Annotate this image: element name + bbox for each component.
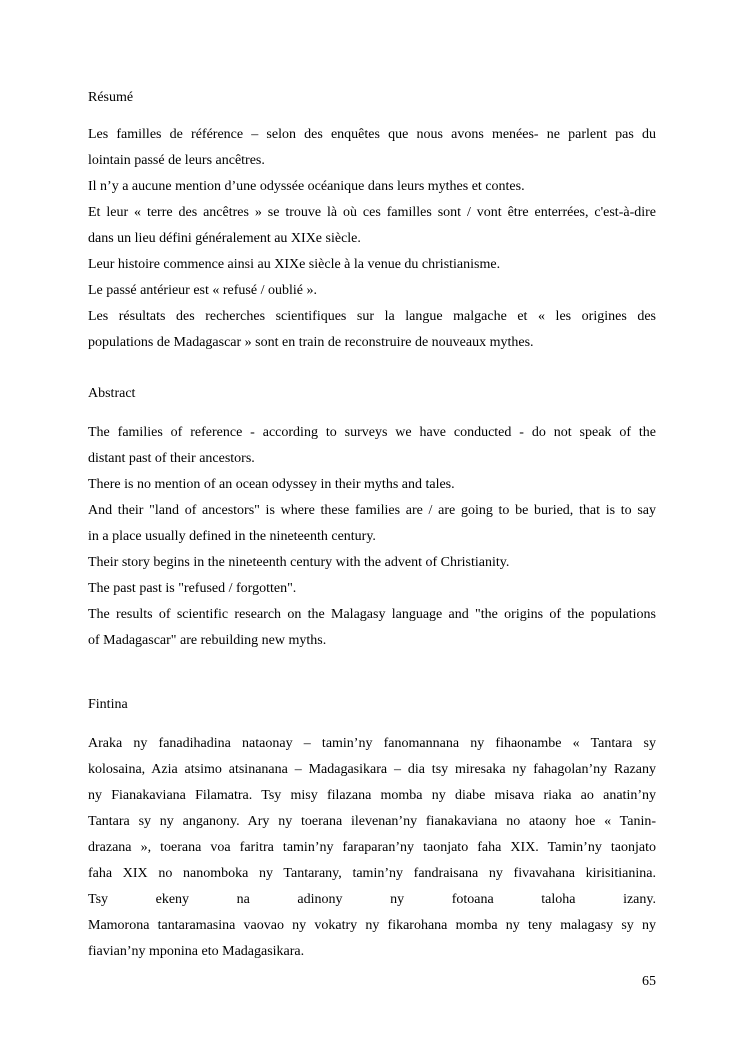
abstract-line: in a place usually defined in the nineteenth century. — [88, 529, 376, 544]
abstract-line: The results of scientific research on the Malagasy language and "the origins of the populations — [88, 607, 656, 622]
resume-paragraph — [88, 122, 656, 356]
resume-line: Les résultats des recherches scientifiques sur la langue malgache et « les origines des — [88, 309, 656, 324]
abstract-line: The past past is "refused / forgotten". — [88, 581, 297, 596]
abstract-line: The families of reference - according to surveys we have conducted - do not speak of the — [88, 425, 656, 440]
resume-heading: Résumé — [88, 90, 134, 105]
resume-line: lointain passé de leurs ancêtres. — [88, 153, 265, 168]
fintina-line: Mamorona tantaramasina vaovao ny vokatry ny fikarohana momba ny teny malagasy sy ny — [88, 918, 656, 933]
fintina-line: Tantara sy ny anganony. Ary ny toerana ilevenan’ny fianakaviana no ataony hoe « Tanin- — [88, 814, 656, 829]
abstract-line: distant past of their ancestors. — [88, 451, 255, 466]
fintina-heading: Fintina — [88, 697, 128, 712]
abstract-line: And their "land of ancestors" is where these families are / are going to be buried, that is to say — [88, 503, 656, 518]
fintina-line: drazana », toerana voa faritra tamin’ny faraparan’ny taonjato faha XIX. Tamin’ny taonjato — [88, 840, 656, 855]
abstract-line: There is no mention of an ocean odyssey in their myths and tales. — [88, 477, 455, 492]
resume-line: Les familles de référence – selon des enquêtes que nous avons menées- ne parlent pas du — [88, 127, 656, 142]
abstract-line: of Madagascar" are rebuilding new myths. — [88, 633, 327, 648]
fintina-line: faha XIX no nanomboka ny Tantarany, tamin’ny fandraisana ny fivavahana kirisitianina. — [88, 866, 656, 881]
abstract-heading: Abstract — [88, 386, 136, 401]
resume-line: populations de Madagascar » sont en train de reconstruire de nouveaux mythes. — [88, 335, 534, 350]
resume-line: dans un lieu défini généralement au XIXe siècle. — [88, 231, 361, 246]
fintina-line: fiavian’ny mponina eto Madagasikara. — [88, 944, 305, 959]
fintina-paragraph — [88, 731, 656, 965]
abstract-line: Their story begins in the nineteenth century with the advent of Christianity. — [88, 555, 510, 570]
resume-line: Et leur « terre des ancêtres » se trouve là où ces familles sont / vont être enterrées, c'est-à-dire — [88, 205, 656, 220]
page-number: 65 — [642, 974, 656, 989]
fintina-line: ny Fianakaviana Filamatra. Tsy misy filazana momba ny diabe misava riaka ao anatin’ny — [88, 788, 656, 803]
resume-line: Leur histoire commence ainsi au XIXe siècle à la venue du christianisme. — [88, 257, 501, 272]
resume-line: Le passé antérieur est « refusé / oublié ». — [88, 283, 317, 298]
fintina-line: Araka ny fanadihadina nataonay – tamin’ny fanomannana ny fihaonambe « Tantara sy — [88, 736, 656, 751]
resume-line: Il n’y a aucune mention d’une odyssée océanique dans leurs mythes et contes. — [88, 179, 525, 194]
fintina-line: kolosaina, Azia atsimo atsinanana – Madagasikara – dia tsy miresaka ny fahagolan’ny Razany — [88, 762, 656, 777]
abstract-paragraph — [88, 420, 656, 654]
fintina-line: Tsy ekeny na adinony ny fotoana taloha izany. — [88, 892, 656, 907]
